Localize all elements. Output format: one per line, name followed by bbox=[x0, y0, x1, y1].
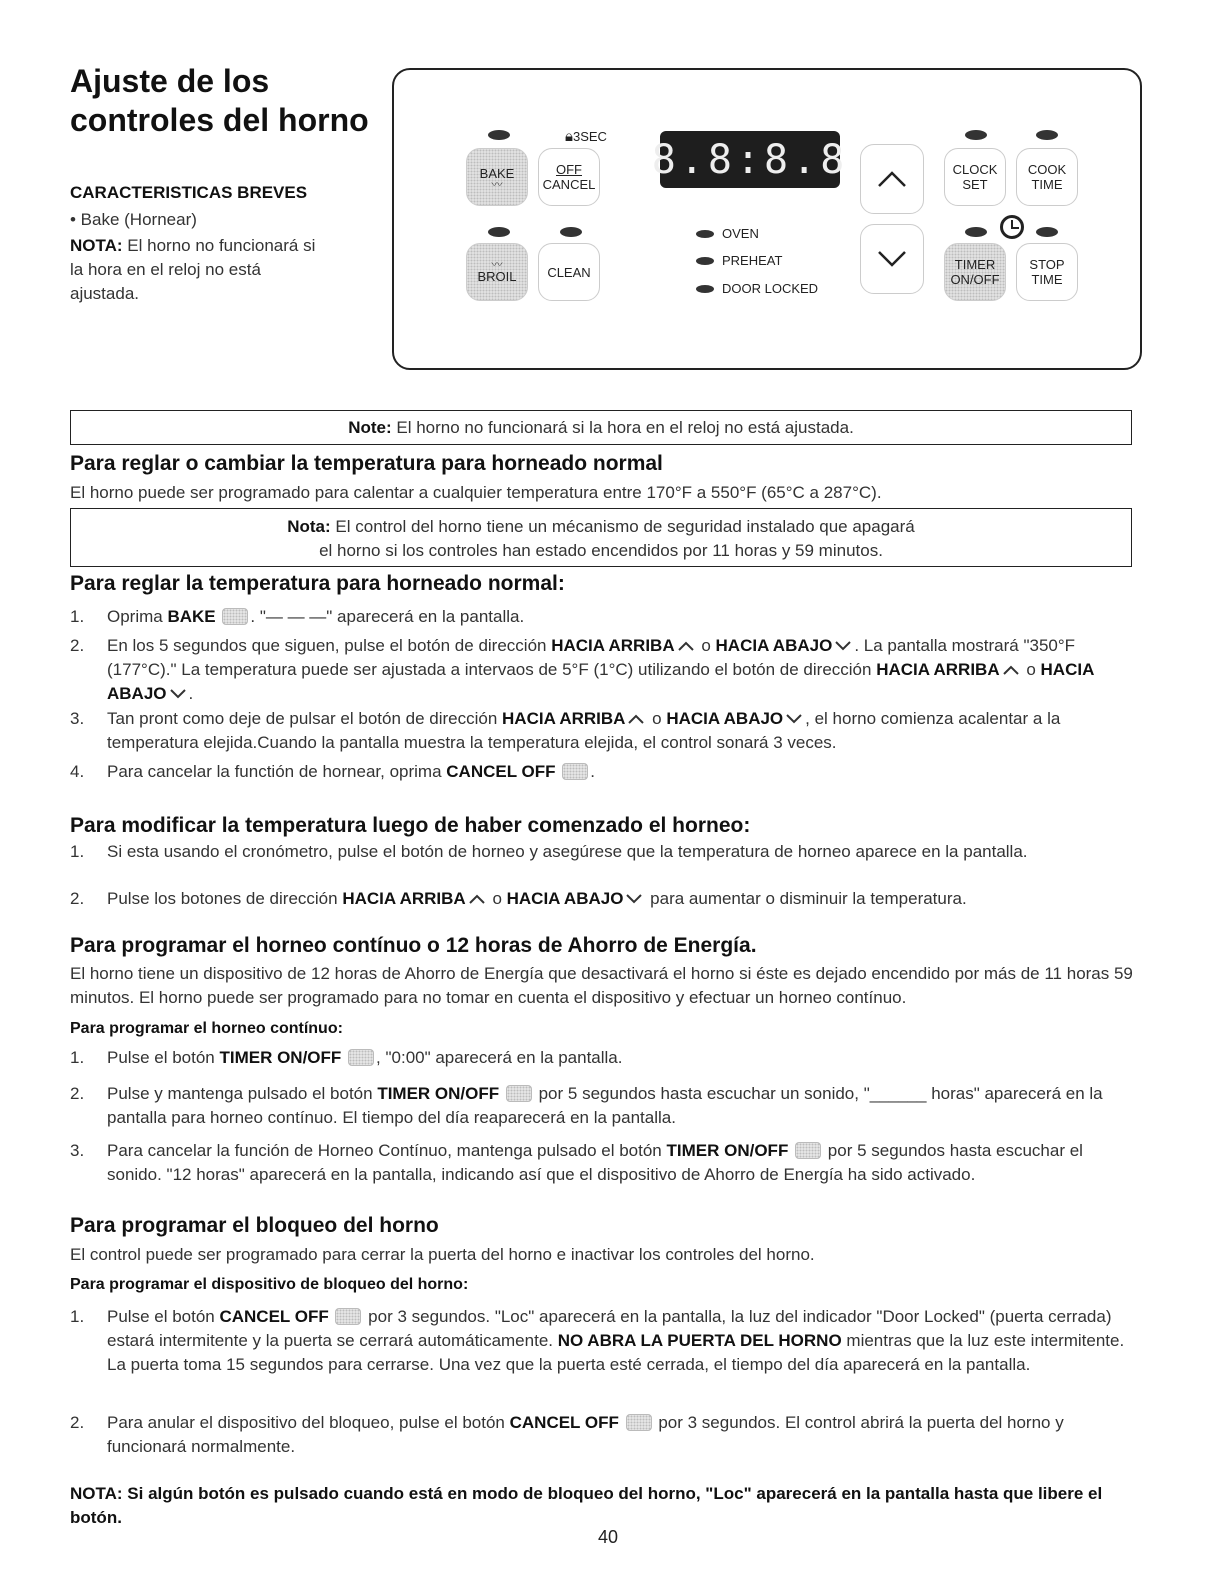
cook-time-indicator-light bbox=[1036, 130, 1058, 140]
page-number: 40 bbox=[598, 1527, 619, 1547]
up-arrow-icon bbox=[877, 170, 907, 188]
section-3-heading: Para modificar la temperatura luego de haber comenzado el horneo: bbox=[70, 814, 751, 837]
oven-light bbox=[696, 230, 714, 238]
timer-key-icon bbox=[506, 1085, 532, 1102]
timer-key-icon bbox=[348, 1049, 374, 1066]
list-item: 1. Pulse el botón TIMER ON/OFF , "0:00" aparecerá en la pantalla. bbox=[70, 1048, 623, 1067]
down-arrow-icon bbox=[786, 714, 802, 724]
door-locked-light bbox=[696, 285, 714, 293]
section-5-subheading: Para programar el dispositivo de bloqueo del horno: bbox=[70, 1276, 469, 1293]
note-box-1 bbox=[70, 410, 1132, 445]
seven-segment-display: 8.8:8.8 bbox=[660, 131, 840, 188]
note-box-2-line1: El control del horno tiene un mécanismo de seguridad instalado que apagará bbox=[330, 517, 915, 536]
broil-indicator-light bbox=[488, 227, 510, 237]
clock-icon bbox=[1000, 215, 1024, 239]
cancel-key-icon bbox=[562, 763, 588, 780]
list-item: 2. Para anular el dispositivo del bloqueo, pulse el botón CANCEL OFF por 3 segundos. El control abrirá la puerta del horno y funcionará normalmente. bbox=[70, 1413, 1064, 1456]
up-arrow-icon bbox=[628, 714, 644, 724]
off-cancel-button: OFF CANCEL bbox=[538, 148, 600, 206]
lock-mode-note: NOTA: Si algún botón es pulsado cuando está en modo de bloqueo del horno, "Loc" aparecerá en la pantalla hasta que libere el botón. bbox=[70, 1484, 1103, 1527]
preheat-light bbox=[696, 257, 714, 265]
timer-onoff-button: TIMER ON/OFF bbox=[944, 243, 1006, 301]
feature-bullet: • Bake (Hornear) bbox=[70, 210, 197, 229]
section-5-heading: Para programar el bloqueo del horno bbox=[70, 1214, 439, 1237]
clean-indicator-light bbox=[560, 227, 582, 237]
list-item: 2. En los 5 segundos que siguen, pulse el botón de dirección HACIA ARRIBA o HACIA ABAJO . La pantalla mostrará "350°F (177°C)." La temperatura puede ser ajustada a intervaos de 5°F (1°C) utilizando el botón de dirección HACIA ARRIBA o HACIA ABAJO . bbox=[70, 636, 1094, 703]
preheat-indicator: PREHEAT bbox=[696, 253, 782, 268]
up-arrow-icon bbox=[469, 894, 485, 904]
down-arrow-icon bbox=[626, 894, 642, 904]
stop-time-indicator-light bbox=[1036, 227, 1058, 237]
list-item: 1. Si esta usando el cronómetro, pulse el botón de horneo y asegúrese que la temperatura de horneo aparece en la pantalla. bbox=[70, 842, 1028, 861]
control-panel-illustration bbox=[392, 68, 1142, 370]
down-arrow-icon bbox=[835, 641, 851, 651]
cancel-key-icon bbox=[626, 1414, 652, 1431]
down-arrow-icon bbox=[877, 250, 907, 268]
note-box-2-line2: el horno si los controles han estado encendidos por 11 horas y 59 minutos. bbox=[319, 541, 883, 560]
list-item: 3. Tan pront como deje de pulsar el botón de dirección HACIA ARRIBA o HACIA ABAJO , el horno comienza acalentar a la temperatura elejida.Cuando la pantalla muestra la temperatura elejida, el control sonará 3 veces. bbox=[70, 709, 1061, 752]
bake-indicator-light bbox=[488, 130, 510, 140]
lock-icon: 🔒︎ bbox=[565, 128, 573, 145]
bake-key-icon bbox=[222, 608, 248, 625]
broil-wave-icon: 〰 bbox=[491, 258, 503, 271]
page-title: Ajuste de los controles del horno bbox=[70, 63, 369, 138]
list-item: 3. Para cancelar la función de Horneo Contínuo, mantenga pulsado el botón TIMER ON/OFF por 5 segundos hasta escuchar el sonido. "12 horas" aparecerá en la pantalla, indicando así que el dispositivo de Ahorro de Energía ha sido activado. bbox=[70, 1141, 1083, 1184]
timer-indicator-light bbox=[965, 227, 987, 237]
section-1-heading: Para reglar o cambiar la temperatura para horneado normal bbox=[70, 452, 663, 475]
section-4-text: El horno tiene un dispositivo de 12 horas de Ahorro de Energía que desactivará el horno si éste es dejado encendido por más de 11 horas 59 minutos. El horno puede ser programado para no tomar en cuenta el dispositivo y efectuar un horneo contínuo. bbox=[70, 964, 1133, 1007]
bake-button: BAKE 〰 bbox=[466, 148, 528, 206]
up-arrow-button bbox=[860, 144, 924, 214]
broil-button: 〰 BROIL bbox=[466, 243, 528, 301]
cook-time-button: COOK TIME bbox=[1016, 148, 1078, 206]
section-5-text: El control puede ser programado para cerrar la puerta del horno e inactivar los controles del horno. bbox=[70, 1245, 815, 1264]
list-item: 2. Pulse los botones de dirección HACIA ARRIBA o HACIA ABAJO para aumentar o disminuir la temperatura. bbox=[70, 889, 967, 908]
clock-indicator-light bbox=[965, 130, 987, 140]
lock-3sec-label: 🔒︎3SEC bbox=[565, 128, 607, 145]
cancel-key-icon bbox=[335, 1308, 361, 1325]
up-arrow-icon bbox=[678, 641, 694, 651]
up-arrow-icon bbox=[1003, 665, 1019, 675]
list-item: 1. Oprima BAKE . "— — —" aparecerá en la pantalla. bbox=[70, 607, 525, 626]
stop-time-button: STOP TIME bbox=[1016, 243, 1078, 301]
clean-button: CLEAN bbox=[538, 243, 600, 301]
clock-set-button: CLOCK SET bbox=[944, 148, 1006, 206]
section-4-heading: Para programar el horneo contínuo o 12 horas de Ahorro de Energía. bbox=[70, 934, 757, 957]
door-locked-indicator: DOOR LOCKED bbox=[696, 281, 818, 296]
section-1-text: El horno puede ser programado para calentar a cualquier temperatura entre 170°F a 550°F (65°C a 287°C). bbox=[70, 483, 882, 502]
note-box-1-label: Note: bbox=[348, 418, 392, 437]
note-box-2 bbox=[70, 508, 1132, 567]
down-arrow-icon bbox=[170, 689, 186, 699]
section-2-heading: Para reglar la temperatura para horneado normal: bbox=[70, 572, 565, 595]
header-note bbox=[70, 234, 320, 306]
features-heading: CARACTERISTICAS BREVES bbox=[70, 183, 308, 202]
header-note-label: NOTA: bbox=[70, 236, 123, 255]
header-note-text: El horno no funcionará si la hora en el reloj no está ajustada. bbox=[70, 236, 316, 303]
bake-wave-icon: 〰 bbox=[491, 178, 503, 191]
section-4-subheading: Para programar el horneo contínuo: bbox=[70, 1020, 343, 1037]
note-box-2-label: Nota: bbox=[287, 517, 331, 536]
list-item: 4. Para cancelar la functión de hornear, oprima CANCEL OFF . bbox=[70, 762, 595, 781]
down-arrow-button bbox=[860, 224, 924, 294]
list-item: 2. Pulse y mantenga pulsado el botón TIMER ON/OFF por 5 segundos hasta escuchar un sonido, "______ horas" aparecerá en la pantalla para horneo contínuo. El tiempo del día reaparecerá en la pantalla. bbox=[70, 1084, 1103, 1127]
list-item: 1. Pulse el botón CANCEL OFF por 3 segundos. "Loc" aparecerá en la pantalla, la luz del indicador "Door Locked" (puerta cerrada) estará intermitente y la puerta se cerrará automáticamente. NO ABRA LA PUERTA DEL HORNO mientras que la luz este intermitente. La puerta toma 15 segundos para cerrarse. Una vez que la puerta esté cerrada, el tiempo del día aparecerá en la pantalla. bbox=[70, 1307, 1125, 1374]
timer-key-icon bbox=[795, 1142, 821, 1159]
note-box-1-text: El horno no funcionará si la hora en el reloj no está ajustada. bbox=[391, 418, 854, 437]
oven-indicator: OVEN bbox=[696, 226, 759, 241]
